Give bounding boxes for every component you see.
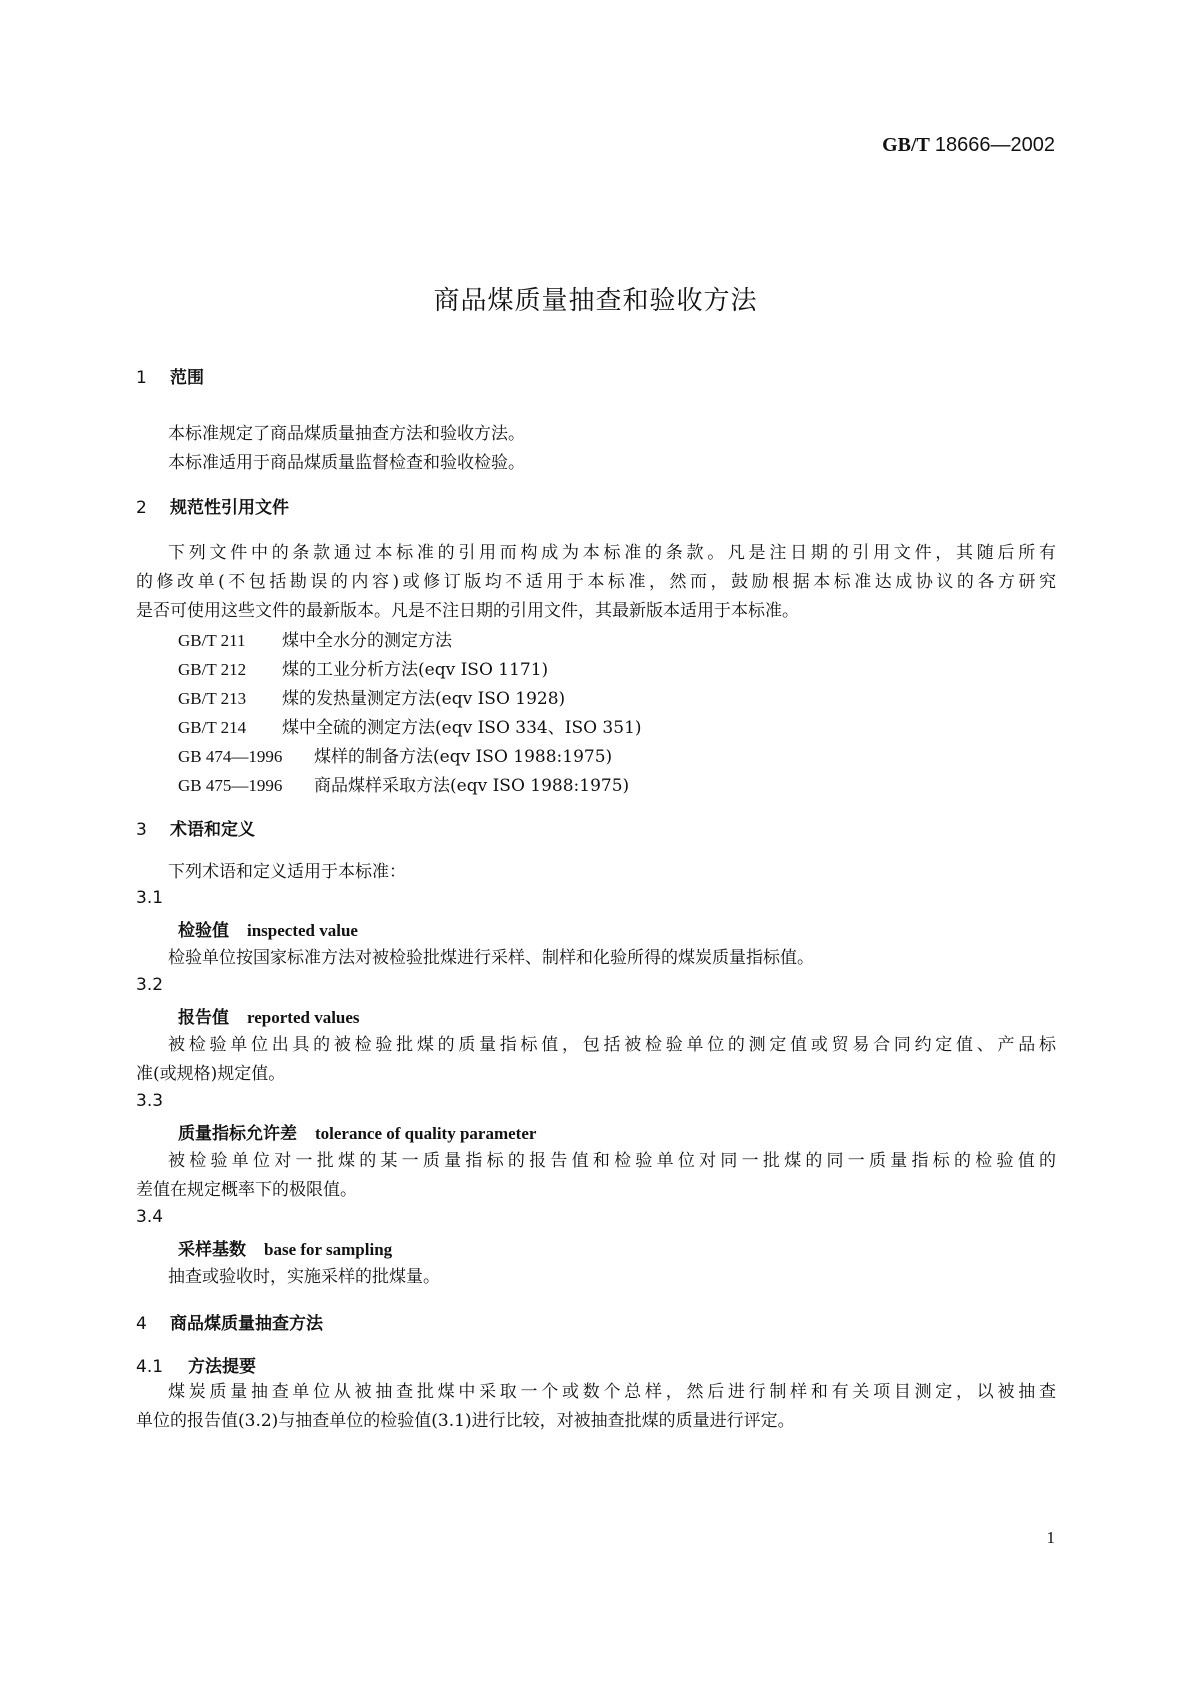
- reference-code: GB 474—1996: [178, 747, 283, 766]
- definition-line: 被检验单位对一批煤的某一质量指标的报告值和检验单位对同一批煤的同一质量指标的检验值的: [168, 1151, 1056, 1171]
- term-english: base for sampling: [264, 1240, 393, 1259]
- section-number: 4: [136, 1314, 147, 1334]
- term-english: tolerance of quality parameter: [315, 1124, 537, 1143]
- section-title: 术语和定义: [170, 820, 255, 840]
- reference-code: GB 475—1996: [178, 776, 283, 795]
- reference-item: [178, 742, 612, 767]
- subsection-title: 方法提要: [188, 1357, 256, 1377]
- reference-title: 煤中全水分的测定方法: [282, 631, 452, 651]
- reference-code: GB/T 212: [178, 660, 247, 679]
- reference-code: GB/T 214: [178, 718, 247, 737]
- term-entry: [178, 916, 358, 941]
- standard-code: [882, 134, 1055, 157]
- section-heading-2: [136, 493, 289, 518]
- clause-number: 3.3: [136, 1091, 164, 1111]
- standard-prefix: GB/T: [882, 134, 930, 156]
- definition-line: 差值在规定概率下的极限值。: [136, 1180, 357, 1200]
- clause-number: 3.1: [136, 888, 164, 908]
- reference-item: [178, 626, 452, 651]
- term-entry: [178, 1119, 536, 1144]
- section-heading-1: [136, 363, 204, 388]
- paragraph-line: 下列文件中的条款通过本标准的引用而构成为本标准的条款。凡是注日期的引用文件，其随后所有: [168, 543, 1056, 563]
- term-entry: [178, 1003, 360, 1028]
- reference-code: GB/T 213: [178, 689, 247, 708]
- reference-title: 煤中全硫的测定方法(eqv ISO 334、ISO 351): [282, 718, 642, 738]
- term-definition: [136, 1031, 1056, 1089]
- paragraph: 本标准适用于商品煤质量监督检查和验收检验。: [168, 453, 525, 473]
- clause-number: 3.2: [136, 975, 164, 995]
- term-chinese: 检验值: [178, 921, 229, 941]
- definition-line: 准(或规格)规定值。: [136, 1064, 286, 1084]
- reference-code: GB/T 211: [178, 631, 246, 650]
- term-entry: [178, 1235, 392, 1260]
- term-definition: 抽查或验收时，实施采样的批煤量。: [168, 1267, 440, 1287]
- section-number: 3: [136, 820, 147, 840]
- paragraph-line: 煤炭质量抽查单位从被抽查批煤中采取一个或数个总样，然后进行制样和有关项目测定，以被抽查: [168, 1382, 1056, 1402]
- paragraph-line: 是否可使用这些文件的最新版本。凡是不注日期的引用文件，其最新版本适用于本标准。: [136, 601, 799, 621]
- reference-title: 商品煤样采取方法(eqv ISO 1988:1975): [314, 776, 630, 796]
- document-title: 商品煤质量抽查和验收方法: [433, 286, 758, 316]
- reference-item: [178, 655, 548, 680]
- section-heading-4: [136, 1309, 323, 1334]
- section-title: 范围: [170, 368, 204, 388]
- reference-title: 煤的工业分析方法(eqv ISO 1171): [282, 660, 549, 680]
- standard-number: 18666—2002: [934, 134, 1055, 156]
- term-chinese: 采样基数: [178, 1240, 246, 1260]
- paragraph-line: 单位的报告值(3.2)与抽查单位的检验值(3.1)进行比较，对被抽查批煤的质量进行评定。: [136, 1411, 795, 1431]
- section-title: 规范性引用文件: [170, 498, 289, 518]
- reference-title: 煤的发热量测定方法(eqv ISO 1928): [282, 689, 566, 709]
- term-chinese: 报告值: [178, 1008, 229, 1028]
- term-definition: [136, 1147, 1056, 1205]
- section-heading-3: [136, 815, 255, 840]
- section-number: 1: [136, 368, 147, 388]
- paragraph: 本标准规定了商品煤质量抽查方法和验收方法。: [168, 424, 525, 444]
- section-title: 商品煤质量抽查方法: [170, 1314, 323, 1334]
- term-chinese: 质量指标允许差: [178, 1124, 297, 1144]
- subsection-number: 4.1: [136, 1357, 164, 1377]
- reference-item: [178, 771, 629, 796]
- reference-item: [178, 713, 642, 738]
- paragraph: 下列术语和定义适用于本标准：: [168, 862, 406, 882]
- term-english: reported values: [247, 1008, 360, 1027]
- section-number: 2: [136, 498, 147, 518]
- subsection-heading-4-1: [136, 1352, 256, 1377]
- reference-title: 煤样的制备方法(eqv ISO 1988:1975): [314, 747, 613, 767]
- reference-item: [178, 684, 565, 709]
- paragraph-line: 的修改单(不包括勘误的内容)或修订版均不适用于本标准，然而，鼓励根据本标准达成协议的各方研究: [136, 572, 1056, 592]
- term-definition: 检验单位按国家标准方法对被检验批煤进行采样、制样和化验所得的煤炭质量指标值。: [168, 948, 814, 968]
- term-english: inspected value: [247, 921, 358, 940]
- section-2-paragraph: [136, 539, 1056, 626]
- subsection-paragraph: [136, 1378, 1056, 1436]
- clause-number: 3.4: [136, 1207, 164, 1227]
- page-number: 1: [1046, 1528, 1055, 1547]
- definition-line: 被检验单位出具的被检验批煤的质量指标值，包括被检验单位的测定值或贸易合同约定值、产品标: [168, 1035, 1056, 1055]
